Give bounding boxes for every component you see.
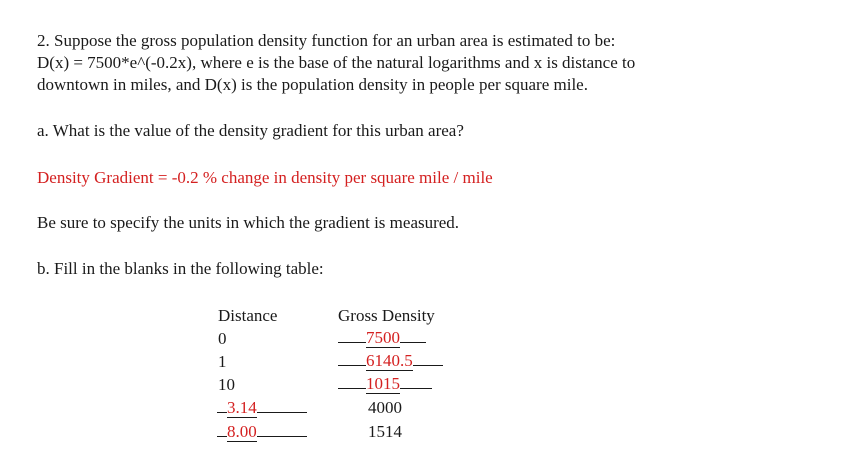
part-b-prompt: b. Fill in the blanks in the following table: bbox=[37, 259, 324, 278]
density-answer: 7500 bbox=[366, 328, 400, 347]
header-gross-density: Gross Density bbox=[338, 306, 435, 325]
part-a-answer: Density Gradient = -0.2 % change in density per square mile / mile bbox=[37, 168, 493, 187]
density-answer: 1015 bbox=[366, 374, 400, 393]
density-cell: 4000 bbox=[368, 398, 402, 417]
distance-blank bbox=[217, 396, 307, 419]
distance-answer: 8.00 bbox=[227, 422, 257, 441]
distance-cell: 1 bbox=[218, 352, 227, 371]
density-cell: 1514 bbox=[368, 422, 402, 441]
header-distance: Distance bbox=[218, 306, 278, 325]
distance-cell: 10 bbox=[218, 375, 235, 394]
density-answer: 6140.5 bbox=[366, 351, 413, 370]
question-line-2: D(x) = 7500*e^(-0.2x), where e is the base of the natural logarithms and x is distance to bbox=[37, 53, 636, 72]
distance-answer: 3.14 bbox=[227, 398, 257, 417]
part-a-note: Be sure to specify the units in which the gradient is measured. bbox=[37, 213, 460, 232]
density-blank bbox=[338, 372, 432, 395]
distance-blank bbox=[217, 420, 307, 443]
part-a-prompt: a. What is the value of the density gradient for this urban area? bbox=[37, 121, 464, 140]
density-blank bbox=[338, 349, 443, 372]
distance-cell: 0 bbox=[218, 329, 227, 348]
question-line-3: downtown in miles, and D(x) is the population density in people per square mile. bbox=[37, 75, 588, 94]
question-line-1: 2. Suppose the gross population density function for an urban area is estimated to be: bbox=[37, 31, 616, 50]
density-blank bbox=[338, 326, 426, 349]
